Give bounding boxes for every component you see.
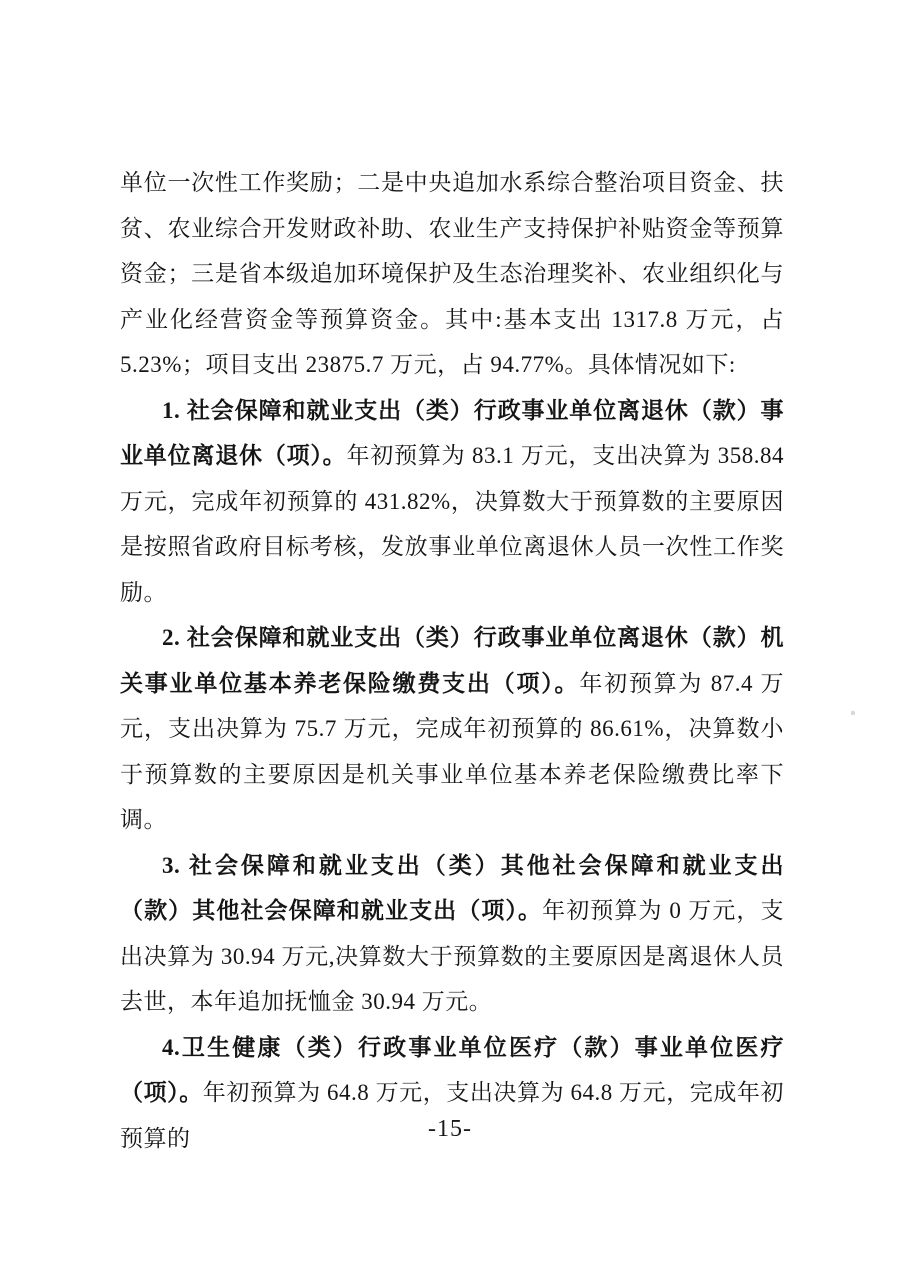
page-number: -15- xyxy=(428,1116,472,1142)
text-run: 单位一次性工作奖励；二是中央追加水系综合整治项目资金、扶贫、农业综合开发财政补助、农业生产支持保护补贴资金等预算资金；三是省本级追加环境保护及生态治理奖补、农业组织化与产业化经营资金等预算资金。其中:基本支出 1317.8 万元，占 5.23%；项目支出 23875.7 万元，占 94.77%。具体情况如下: xyxy=(120,170,784,377)
paragraph-1 xyxy=(120,160,784,388)
heading-run: 4.卫生健康（类）行政事业单位医疗（款）事业单位医疗（项）。 xyxy=(120,1034,784,1105)
text-run: 年初预算为 64.8 万元，支出决算为 64.8 万元，完成年初预算的 xyxy=(120,1080,785,1151)
text-run: 年初预算为 87.4 万元，支出决算为 75.7 万元，完成年初预算的 86.61%，决算数小于预算数的主要原因是机关事业单位基本养老保险缴费比率下调。 xyxy=(120,670,785,832)
paragraph-3 xyxy=(120,615,784,843)
heading-run: 1. 社会保障和就业支出（类）行政事业单位离退休（款）事业单位离退休（项）。 xyxy=(120,397,784,468)
heading-run: 2. 社会保障和就业支出（类）行政事业单位离退休（款）机关事业单位基本养老保险缴费支出（项）。 xyxy=(120,625,784,696)
heading-run: 3. 社会保障和就业支出（类）其他社会保障和就业支出（款）其他社会保障和就业支出（项）。 xyxy=(120,852,784,923)
scan-artifact-speck xyxy=(851,711,855,715)
paragraph-2 xyxy=(120,388,784,616)
paragraph-4 xyxy=(120,843,784,1025)
document-body xyxy=(120,160,784,1161)
text-run: 年初预算为 0 万元，支出决算为 30.94 万元,决算数大于预算数的主要原因是离退休人员去世，本年追加抚恤金 30.94 万元。 xyxy=(120,898,785,1014)
text-run: 年初预算为 83.1 万元，支出决算为 358.84 万元，完成年初预算的 431.82%，决算数大于预算数的主要原因是按照省政府目标考核，发放事业单位离退休人员一次性工作奖励。 xyxy=(120,443,785,605)
